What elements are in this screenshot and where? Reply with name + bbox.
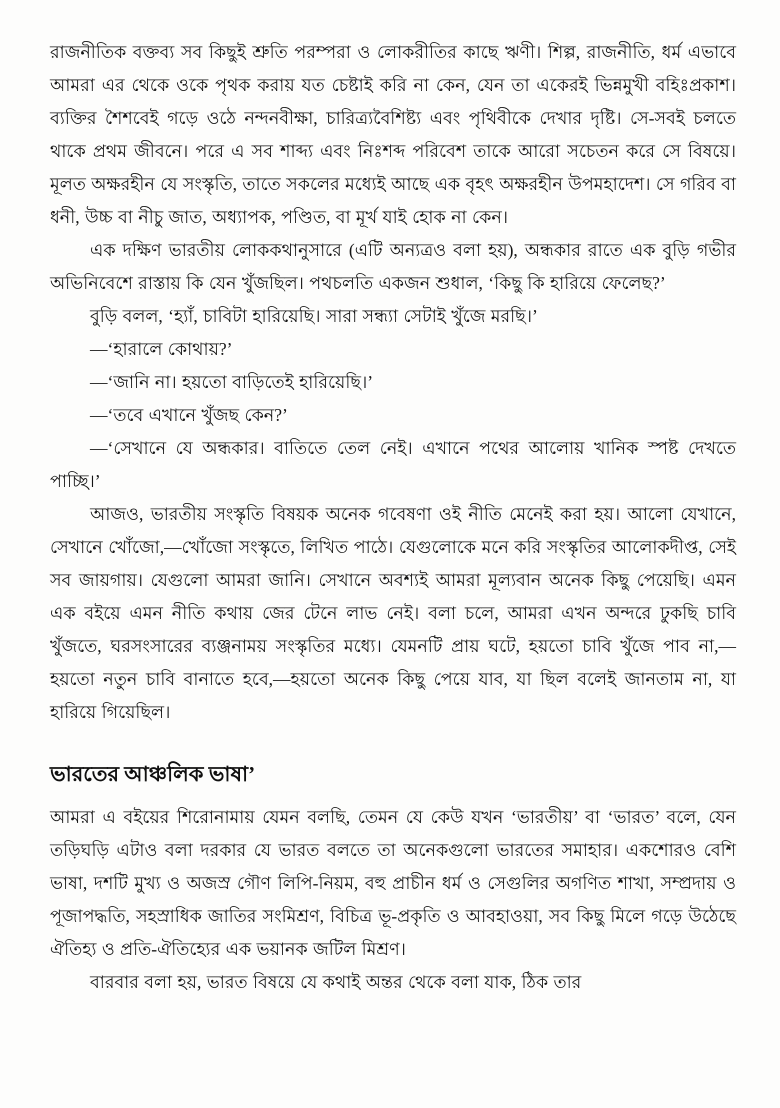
dialogue-line-4: —‘সেখানে যে অন্ধকার। বাতিতে তেল নেই। এখানে পথের আলোয় খানিক স্পষ্ট দেখতে পাচ্ছি।’ xyxy=(50,438,736,491)
dialogue-line-3: —‘তবে এখানে খুঁজছ কেন?’ xyxy=(90,405,288,425)
paragraph-india-diversity: আমরা এ বইয়ের শিরোনামায় যেমন বলছি, তেমন যে কেউ যখন ‘ভারতীয়’ বা ‘ভারত’ বলে, যেন তড়িঘড়ি এটাও বলা দরকার যে ভারত বলতে তা অনেকগুলো ভারতের সমাহার। একশোরও বেশি ভাষা, দশটি মুখ্য ও অজস্র গৌণ লিপি-নিয়ম, বহু প্রাচীন ধর্ম ও সেগুলির অগণিত শাখা, সম্প্রদায় ও পূজাপদ্ধতি, সহস্রাধিক জাতির সংমিশ্রণ, বিচিত্র ভূ-প্রকৃতি ও আবহাওয়া, সব কিছু মিলে গড়ে উঠেছে ঐতিহ্য ও প্রতি-ঐতিহ্যের এক ভয়ানক জটিল মিশ্রণ। xyxy=(50,807,736,959)
section-heading-regional-languages: ভারতের আঞ্চলিক ভাষা’ xyxy=(50,762,256,786)
paragraph-folk-tale: এক দক্ষিণ ভারতীয় লোককথানুসারে (এটি অন্যত্রও বলা হয়), অন্ধকার রাতে এক বুড়ি গভীর অভিনিবেশে রাস্তায় কি যেন খুঁজছিল। পথচলতি একজন শুধাল, ‘কিছু কি হারিয়ে ফেলেছ?’ xyxy=(50,240,736,293)
paragraph-closing-line: বারবার বলা হয়, ভারত বিষয়ে যে কথাই অন্তর থেকে বলা যাক, ঠিক তার xyxy=(90,972,582,992)
dialogue-line-2: —‘জানি না। হয়তো বাড়িতেই হারিয়েছি।’ xyxy=(90,372,374,392)
paragraph-research-note: আজও, ভারতীয় সংস্কৃতি বিষয়ক অনেক গবেষণা ওই নীতি মেনেই করা হয়। আলো যেখানে, সেখানে খোঁজো,—খোঁজো সংস্কৃতে, লিখিত পাঠে। যেগুলোকে মনে করি সংস্কৃতির আলোকদীপ্ত, সেই সব জায়গায়। যেগুলো আমরা জানি। সেখানে অবশ্যই আমরা মূল্যবান অনেক কিছু পেয়েছি। এমন এক বইয়ে এমন নীতি কথায় জের টেনে লাভ নেই। বলা চলে, আমরা এখন অন্দরে ঢুকছি চাবি খুঁজতে, ঘরসংসারের ব্যঞ্জনাময় সংস্কৃতির মধ্যে। যেমনটি প্রায় ঘটে, হয়তো চাবি খুঁজে পাব না,—হয়তো নতুন চাবি বানাতে হবে,—হয়তো অনেক কিছু পেয়ে যাব, যা ছিল বলেই জানতাম না, যা হারিয়ে গিয়েছিল। xyxy=(50,504,736,722)
paragraph-continuation: রাজনীতিক বক্তব্য সব কিছুই শ্রুতি পরম্পরা ও লোকরীতির কাছে ঋণী। শিল্প, রাজনীতি, ধর্ম এভাবে আমরা এর থেকে ওকে পৃথক করায় যত চেষ্টাই করি না কেন, যেন তা একেরই ভিন্নমুখী বহিঃপ্রকাশ। ব্যক্তির শৈশবেই গড়ে ওঠে নন্দনবীক্ষা, চারিত্র্যবৈশিষ্ট্য এবং পৃথিবীকে দেখার দৃষ্টি। সে-সবই চলতে থাকে প্রথম জীবনে। পরে এ সব শাব্দ্য এবং নিঃশব্দ পরিবেশ তাকে আরো সচেতন করে সে বিষয়ে। মূলত অক্ষরহীন যে সংস্কৃতি, তাতে সকলের মধ্যেই আছে এক বৃহৎ অক্ষরহীন উপমহাদেশ। সে গরিব বা ধনী, উচ্চ বা নীচু জাত, অধ্যাপক, পণ্ডিত, বা মূর্খ যাই হোক না কেন। xyxy=(50,42,736,227)
dialogue-line-1: —‘হারালে কোথায়?’ xyxy=(90,339,233,359)
paragraph-old-woman-reply: বুড়ি বলল, ‘হ্যাঁ, চাবিটা হারিয়েছি। সারা সন্ধ্যা সেটাই খুঁজে মরছি।’ xyxy=(90,306,538,326)
